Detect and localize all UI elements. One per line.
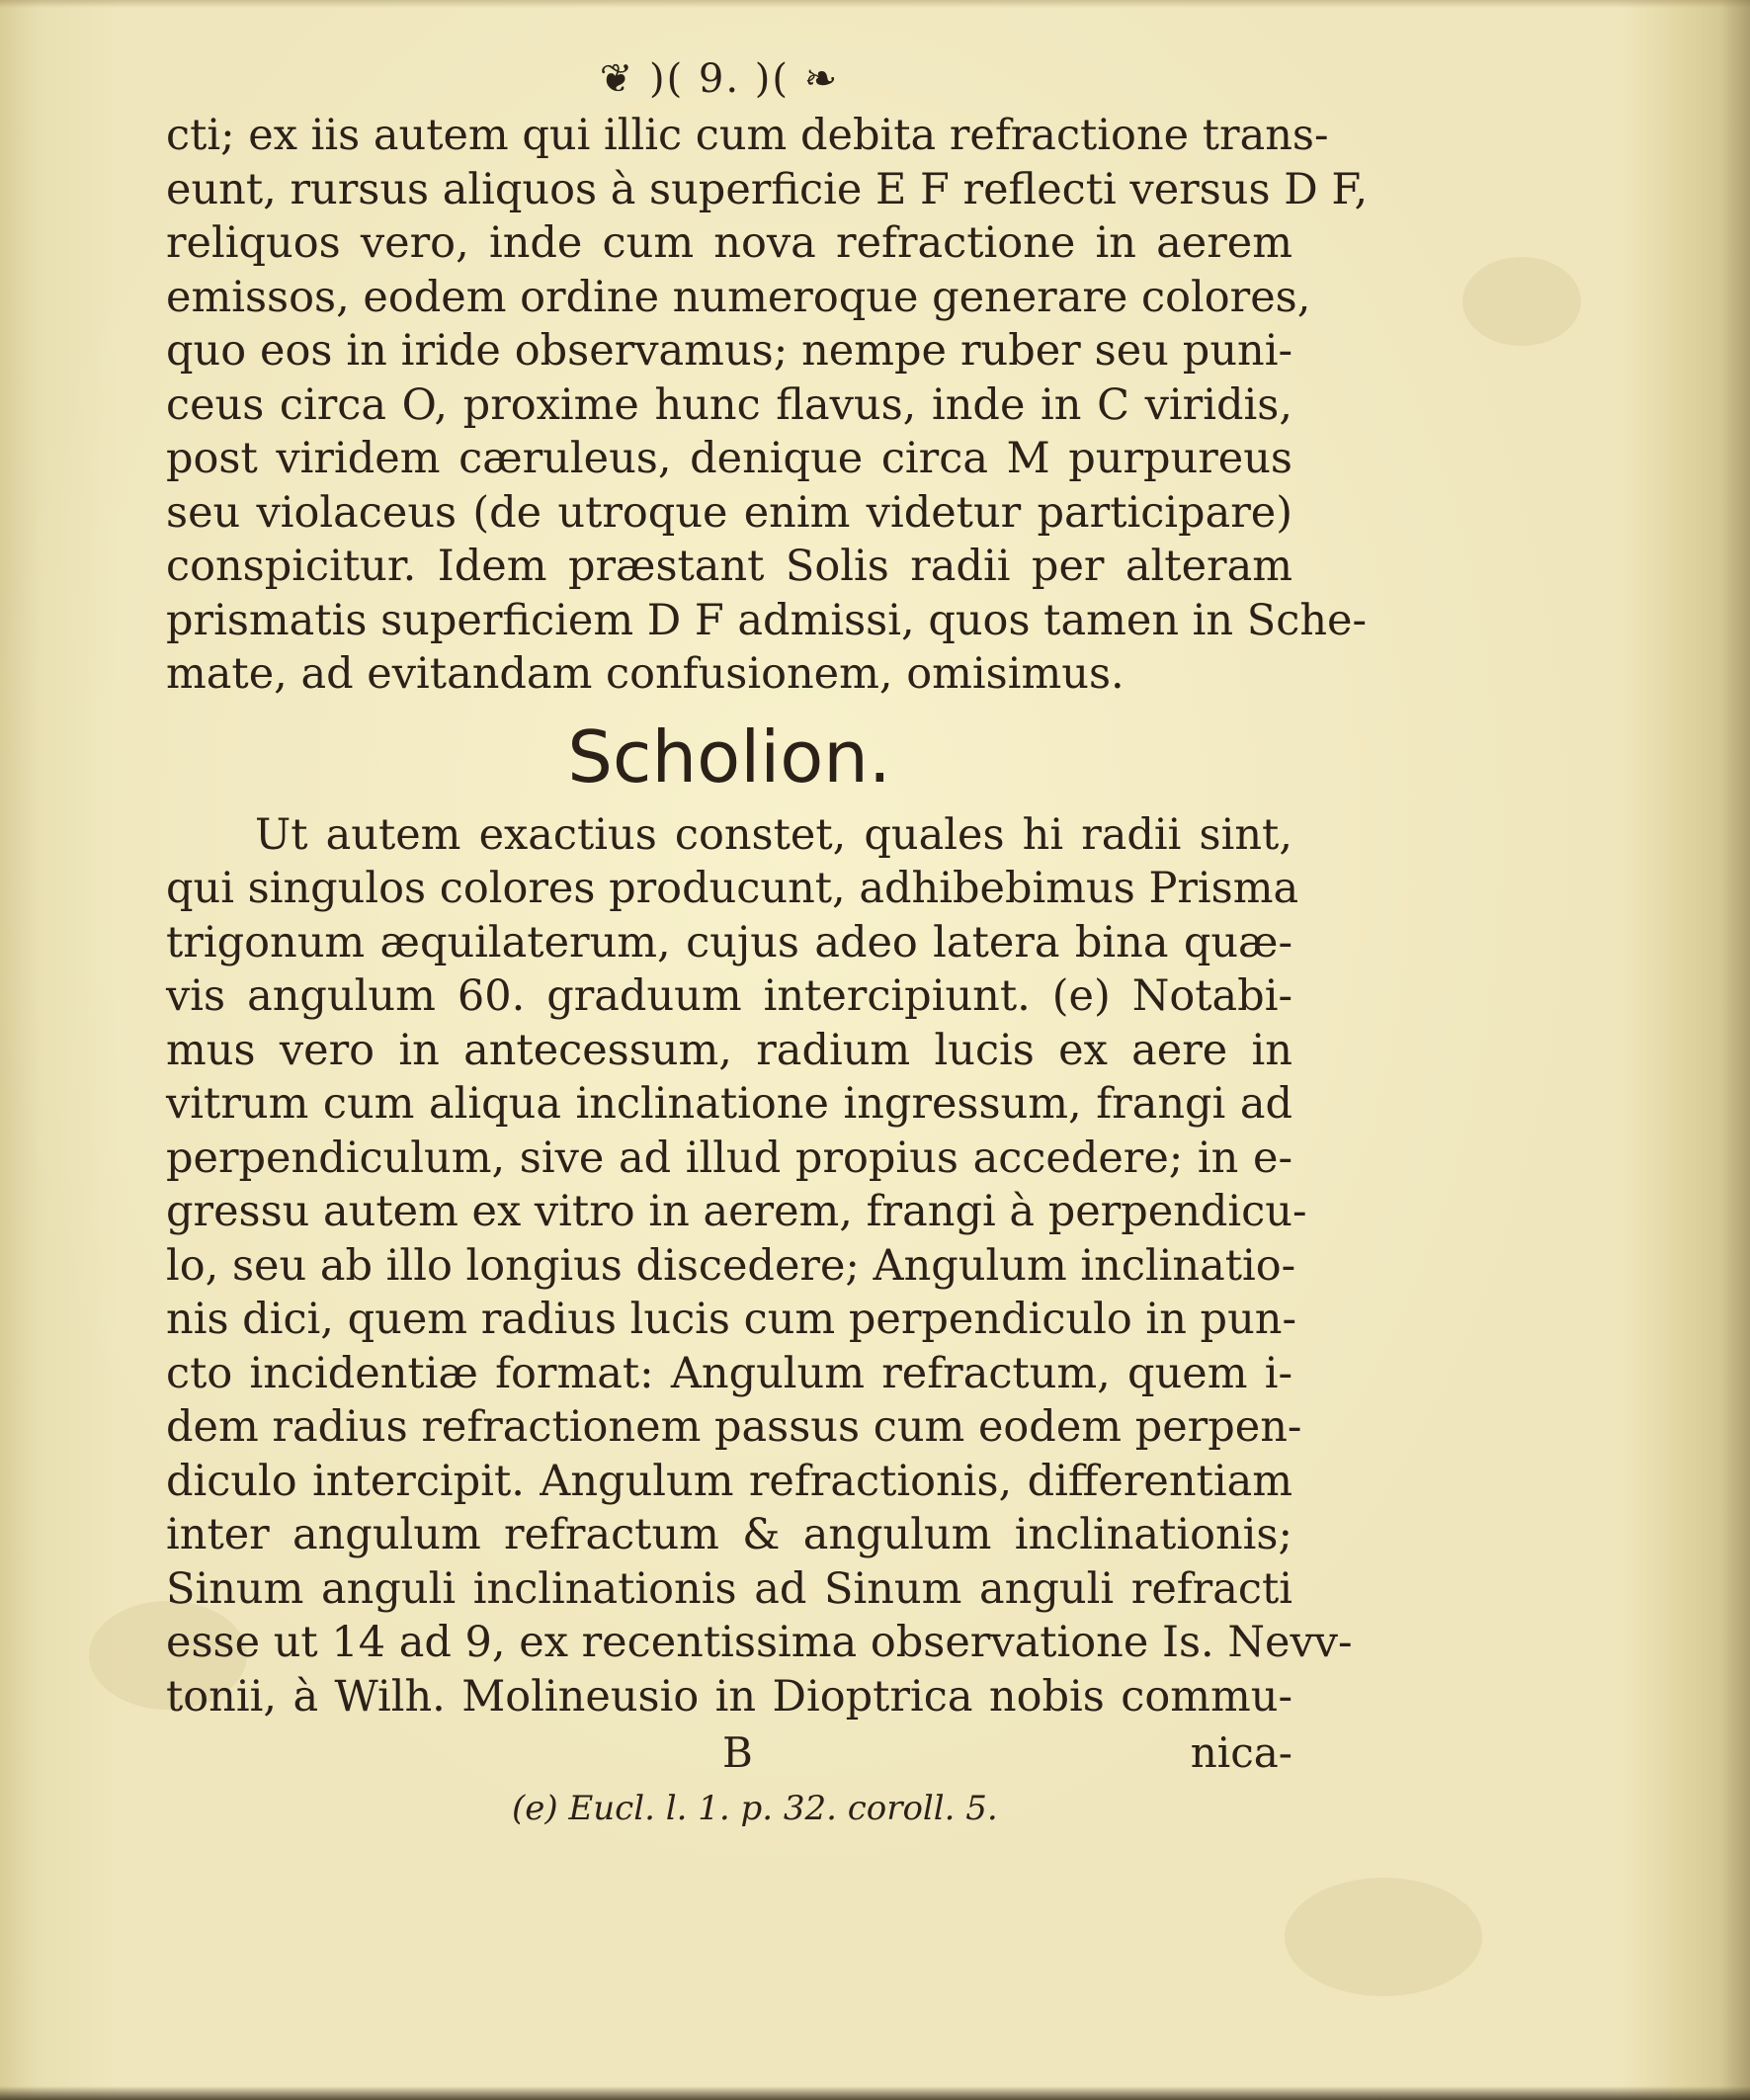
page-bottom-edge	[0, 2086, 1750, 2100]
text-line: gressu autem ex vitro in aerem, frangi à perpendicu-	[166, 1187, 1307, 1236]
text-line: seu violaceus (de utroque enim videtur participare)	[166, 487, 1292, 538]
catchword: nica-	[1190, 1728, 1292, 1777]
text-line: ceus circa O, proxime hunc flavus, inde in C viridis,	[166, 379, 1292, 430]
text-line: reliquos vero, inde cum nova refractione in aerem	[166, 218, 1292, 268]
page-top-edge	[0, 0, 1750, 8]
text-line: mus vero in antecessum, radium lucis ex aere in	[166, 1025, 1292, 1075]
paper-stain	[1285, 1878, 1482, 1996]
paragraph-scholion	[166, 808, 1353, 1724]
text-line: lo, seu ab illo longius discedere; Angulum inclinatio-	[166, 1240, 1296, 1291]
section-heading: Scholion.	[567, 714, 891, 798]
text-line: nis dici, quem radius lucis cum perpendiculo in pun-	[166, 1295, 1296, 1344]
signature-mark: B	[721, 1728, 753, 1777]
text-block	[166, 49, 1369, 1836]
text-line: eunt, rursus aliquos à superficie E F reflecti versus D F,	[166, 164, 1369, 214]
text-line: dem radius refractionem passus cum eodem perpen-	[166, 1402, 1302, 1452]
text-line: vis angulum 60. graduum intercipiunt. (e) Notabi-	[166, 971, 1292, 1021]
text-line: cti; ex iis autem qui illic cum debita refractione trans-	[166, 111, 1329, 160]
text-line: diculo intercipit. Angulum refractionis, differentiam	[166, 1456, 1292, 1506]
text-line: cto incidentiæ format: Angulum refractum, quem i-	[166, 1348, 1292, 1398]
footnote: (e) Eucl. l. 1. p. 32. coroll. 5.	[512, 1789, 998, 1828]
text-line: quo eos in iride observamus; nempe ruber seu puni-	[166, 326, 1292, 376]
text-line: post viridem cæruleus, denique circa M purpureus	[166, 434, 1292, 483]
page-footer	[166, 1725, 1292, 1781]
paper-stain	[1462, 257, 1581, 346]
gutter-shadow	[1720, 0, 1750, 2100]
text-line: conspicitur. Idem præstant Solis radii per alteram	[166, 542, 1292, 591]
text-line: tonii, à Wilh. Molineusio in Dioptrica nobis commu-	[166, 1671, 1292, 1722]
text-line: prismatis superficiem D F admissi, quos tamen in Sche-	[166, 595, 1368, 645]
text-line: qui singulos colores producunt, adhibebimus Prisma	[166, 864, 1299, 913]
text-line: inter angulum refractum & angulum inclinationis;	[166, 1510, 1292, 1559]
paragraph-continuation	[166, 109, 1369, 702]
text-line: Ut autem exactius constet, quales hi radii sint,	[255, 809, 1292, 860]
text-line: Sinum anguli inclinationis ad Sinum anguli refracti	[166, 1563, 1292, 1614]
text-line: esse ut 14 ad 9, ex recentissima observatione Is. Nevv-	[166, 1618, 1353, 1667]
text-line: mate, ad evitandam confusionem, omisimus.	[166, 649, 1125, 699]
text-line: vitrum cum aliqua inclinatione ingressum, frangi ad	[166, 1079, 1292, 1129]
text-line: perpendiculum, sive ad illud propius accedere; in e-	[166, 1133, 1292, 1183]
text-line: emissos, eodem ordine numeroque generare colores,	[166, 272, 1311, 322]
text-line: trigonum æquilaterum, cujus adeo latera bina quæ-	[166, 917, 1292, 967]
running-head-page-number: ❦ )( 9. )( ❧	[599, 56, 840, 102]
